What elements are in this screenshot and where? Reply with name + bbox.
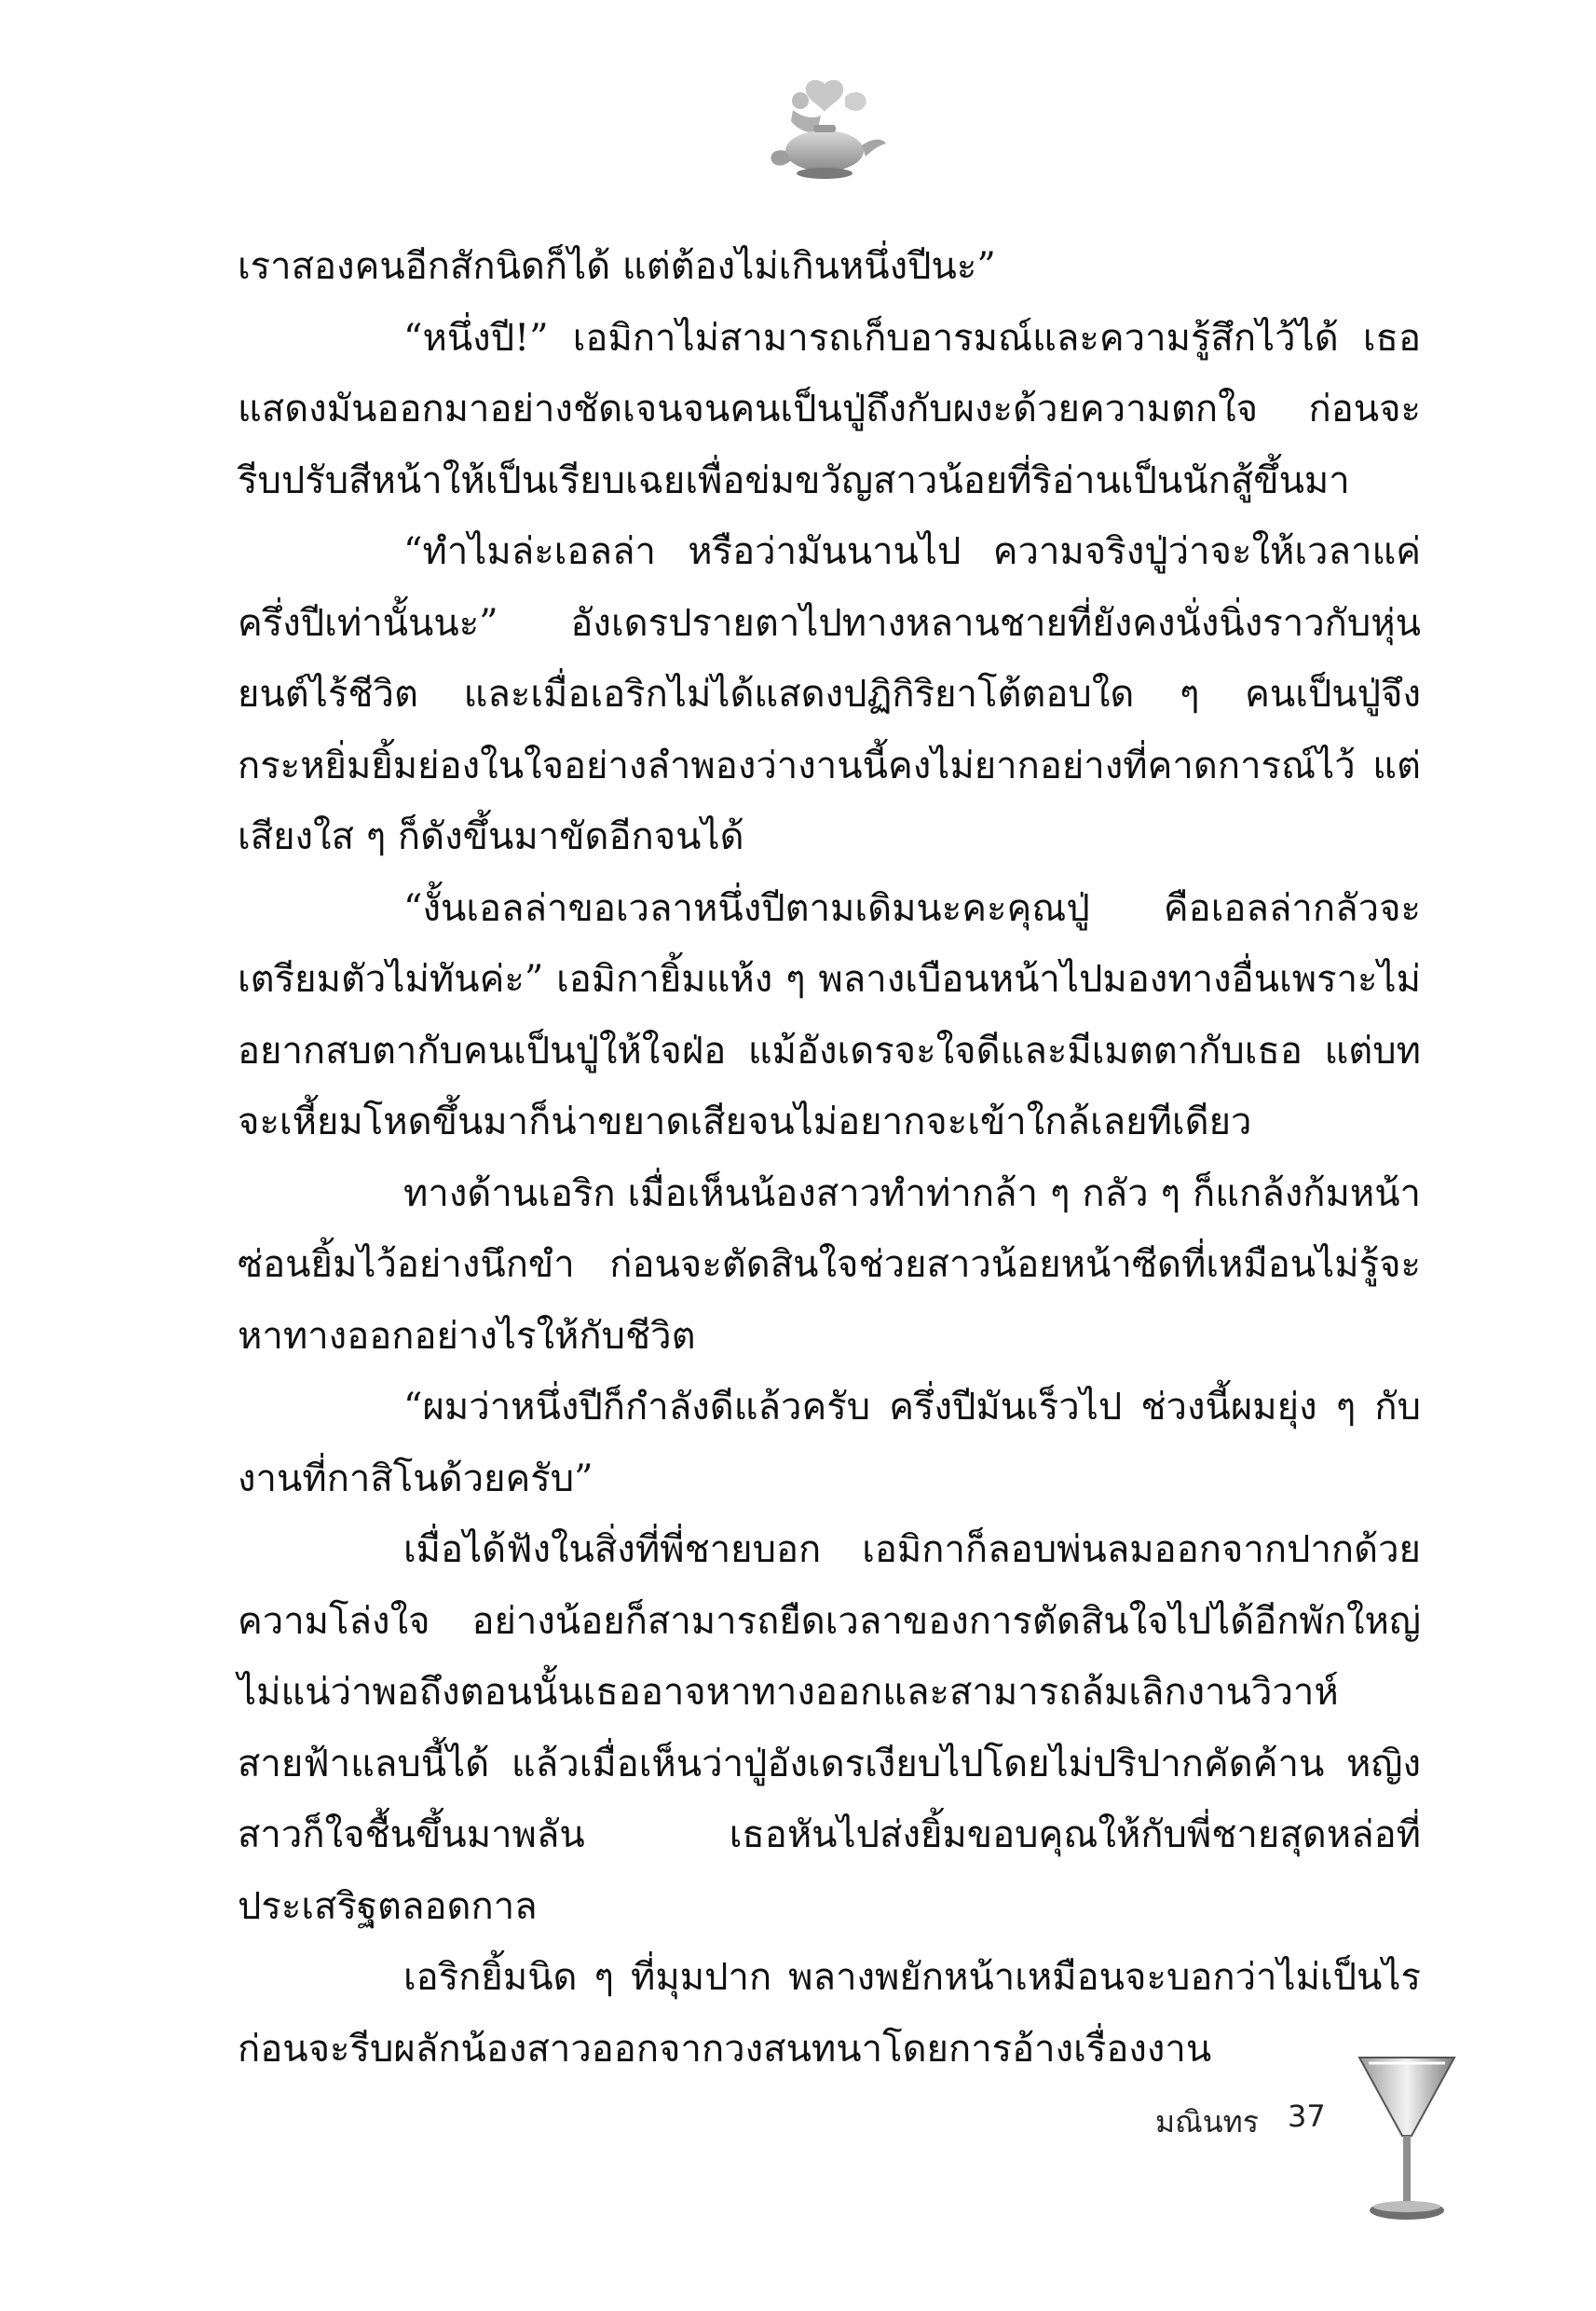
paragraph: เอริกยิ้มนิด ๆ ที่มุมปาก พลางพยักหน้าเหมือนจะบอกว่าไม่เป็นไร ก่อนจะรีบผลักน้องสาวออกจากวงสนทนาโดยการอ้างเรื่องงาน xyxy=(238,1956,1421,2071)
page-number: 37 xyxy=(1288,2099,1326,2134)
footer-author: มณินทร xyxy=(1155,2104,1259,2140)
paragraph: เมื่อได้ฟังในสิ่งที่พี่ชายบอก เอมิกาก็ลอบพ่นลมออกจากปากด้วยความโล่งใจ อย่างน้อยก็สามารถยืดเวลาของการตัดสินใจไปได้อีกพักใหญ่ ไม่แน่ว่าพอถึงตอนนั้นเธออาจหาทางออกและสามารถล้มเลิกงานวิวาห์สายฟ้าแลบนี้ได้ แล้วเมื่อเห็นว่าปู่อังเดรเงียบไปโดยไม่ปริปากคัดค้าน หญิงสาวก็ใจชื้นขึ้นมาพลัน เธอหันไปส่งยิ้มขอบคุณให้กับพี่ชายสุดหล่อที่ประเสริฐตลอดกาล xyxy=(238,1528,1421,1928)
paragraph: “ผมว่าหนึ่งปีก็กำลังดีแล้วครับ ครึ่งปีมันเร็วไป ช่วงนี้ผมยุ่ง ๆ กับงานที่กาสิโนด้วยครับ” xyxy=(238,1386,1421,1500)
paragraph: ทางด้านเอริก เมื่อเห็นน้องสาวทำท่ากล้า ๆ กลัว ๆ ก็แกล้งก้มหน้าซ่อนยิ้มไว้อย่างนึกขำ ก่อนจะตัดสินใจช่วยสาวน้อยหน้าซีดที่เหมือนไม่รู้จะหาทางออกอย่างไรให้กับชีวิต xyxy=(238,1171,1421,1358)
paragraph: “หนึ่งปี!” เอมิกาไม่สามารถเก็บอารมณ์และความรู้สึกไว้ได้ เธอแสดงมันออกมาอย่างชัดเจนจนคนเป็นปู่ถึงกับผงะด้วยความตกใจ ก่อนจะรีบปรับสีหน้าให้เป็นเรียบเฉยเพื่อข่มขวัญสาวน้อยที่ริอ่านเป็นนักสู้ขึ้นมา xyxy=(238,316,1421,502)
paragraph: เราสองคนอีกสักนิดก็ได้ แต่ต้องไม่เกินหนึ่งปีนะ” xyxy=(238,245,996,288)
martini-glass-icon xyxy=(1356,2050,1458,2227)
page-body xyxy=(238,231,1421,2085)
cupid-teapot-ornament-icon xyxy=(759,73,890,194)
paragraph: “ทำไมล่ะเอลล่า หรือว่ามันนานไป ความจริงปู่ว่าจะให้เวลาแค่ครึ่งปีเท่านั้นนะ” อังเดรปรายตาไปทางหลานชายที่ยังคงนั่งนิ่งราวกับหุ่นยนต์ไร้ชีวิต และเมื่อเอริกไม่ได้แสดงปฏิกิริยาโต้ตอบใด ๆ คนเป็นปู่จึงกระหยิ่มยิ้มย่องในใจอย่างลำพองว่างานนี้คงไม่ยากอย่างที่คาดการณ์ไว้ แต่เสียงใส ๆ ก็ดังขึ้นมาขัดอีกจนได้ xyxy=(238,530,1421,858)
paragraph: “งั้นเอลล่าขอเวลาหนึ่งปีตามเดิมนะคะคุณปู่ คือเอลล่ากลัวจะเตรียมตัวไม่ทันค่ะ” เอมิกายิ้มแห้ง ๆ พลางเบือนหน้าไปมองทางอื่นเพราะไม่อยากสบตากับคนเป็นปู่ให้ใจฝ่อ แม้อังเดรจะใจดีและมีเมตตากับเธอ แต่บทจะเหี้ยมโหดขึ้นมาก็น่าขยาดเสียจนไม่อยากจะเข้าใกล้เลยทีเดียว xyxy=(238,886,1421,1143)
